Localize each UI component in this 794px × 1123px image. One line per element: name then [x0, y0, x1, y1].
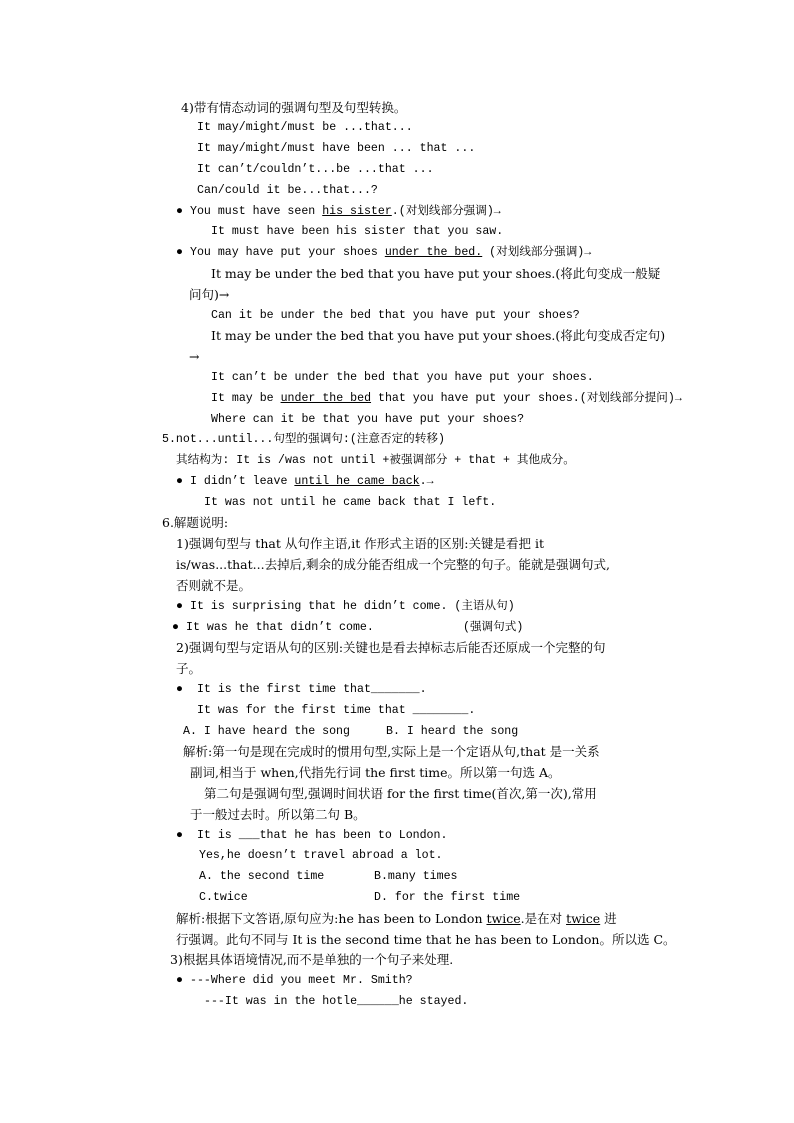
example-2-step-1-cont: 问句)→	[189, 287, 230, 302]
example-1: ● You must have seen his sister.(对划线部分强调)→	[176, 203, 501, 221]
bullet-icon: ●	[176, 683, 183, 696]
question-2-reply: Yes,he doesn’t travel abroad a lot.	[199, 849, 443, 862]
analysis-1-line-3: 第二句是强调句型,强调时间状语 for the first time(首次,第一次),常用	[204, 786, 597, 801]
analysis-2-line-2: 行强调。此句不同与 It is the second time that he has been to London。所以选 C。	[176, 932, 676, 947]
bullet-icon: ●	[176, 600, 183, 613]
bullet-icon: ●	[176, 246, 183, 259]
example-2-step-3-cont: →	[189, 349, 200, 364]
example-2-step-3: It may be under the bed that you have put your shoes.(将此句变成否定句)	[211, 328, 666, 343]
point-1-example-1: ● It is surprising that he didn’t come. (主语从句)	[176, 598, 515, 616]
point-1-example-2: ● It was he that didn’t come.	[172, 619, 374, 637]
section-6-title: 6.解题说明:	[162, 515, 229, 530]
bullet-icon: ●	[176, 205, 183, 218]
example-1-answer: It must have been his sister that you saw.	[211, 225, 504, 238]
section-5-answer: It was not until he came back that I left.	[204, 496, 497, 509]
bullet-icon: ●	[176, 974, 183, 987]
example-2: ● You may have put your shoes under the bed. (对划线部分强调)→	[176, 244, 591, 262]
question-1-option-a: A. I have heard the song	[183, 725, 350, 738]
example-2-step-4: It can’t be under the bed that you have put your shoes.	[211, 371, 594, 384]
example-2-step-2: Can it be under the bed that you have put your shoes?	[211, 309, 580, 322]
question-1-option-b: B. I heard the song	[386, 725, 519, 738]
section-5-structure: 其结构为: It is /was not until +被强调部分 + that + 其他成分。	[176, 454, 575, 467]
question-2: ● It is ___that he has been to London.	[176, 827, 447, 845]
bullet-icon: ●	[176, 475, 183, 488]
point-1-line-3: 否则就不是。	[176, 578, 252, 593]
question-3-reply: ---It was in the hotle______he stayed.	[204, 995, 469, 1008]
section-4-title: 4)带有情态动词的强调句型及句型转换。	[181, 100, 407, 115]
point-2-line-1: 2)强调句型与定语从句的区别:关键也是看去掉标志后能否还原成一个完整的句	[176, 640, 606, 655]
pattern-4: Can/could it be...that...?	[197, 184, 378, 197]
section-5-title: 5.not...until...句型的强调句:(注意否定的转移)	[162, 433, 445, 446]
example-2-step-6: Where can it be that you have put your shoes?	[211, 413, 525, 426]
example-2-step-5: It may be under the bed that you have put your shoes.(对划线部分提问)→	[211, 392, 682, 405]
section-5-example: ● I didn’t leave until he came back.→	[176, 473, 434, 491]
pattern-3: It can’t/couldn’t...be ...that ...	[197, 163, 434, 176]
pattern-2: It may/might/must have been ... that ...	[197, 142, 476, 155]
point-3: 3)根据具体语境情况,而不是单独的一个句子来处理.	[170, 952, 454, 967]
point-2-line-2: 子。	[176, 661, 202, 676]
question-2-option-a: A. the second time	[199, 870, 325, 883]
bullet-icon: ●	[172, 621, 179, 634]
analysis-1-line-2: 副词,相当于 when,代指先行词 the first time。所以第一句选 A。	[190, 765, 561, 780]
question-1: ● It is the first time that_______.	[176, 681, 427, 699]
pattern-1: It may/might/must be ...that...	[197, 121, 413, 134]
question-3: ● ---Where did you meet Mr. Smith?	[176, 972, 413, 990]
question-2-option-b: B.many times	[374, 870, 458, 883]
analysis-2-line-1: 解析:根据下文答语,原句应为:he has been to London twice.是在对 twice 进	[176, 911, 617, 926]
point-1-line-2: is/was...that...去掉后,剩余的成分能否组成一个完整的句子。能就是强调句式,	[176, 557, 611, 572]
example-2-step-1: It may be under the bed that you have put your shoes.(将此句变成一般疑	[211, 266, 661, 281]
analysis-1-line-4: 于一般过去时。所以第二句 B。	[190, 807, 366, 822]
analysis-1-line-1: 解析:第一句是现在完成时的惯用句型,实际上是一个定语从句,that 是一关系	[183, 744, 600, 759]
question-2-option-d: D. for the first time	[374, 891, 521, 904]
point-1-line-1: 1)强调句型与 that 从句作主语,it 作形式主语的区别:关键是看把 it	[176, 536, 545, 551]
point-1-example-2-note: (强调句式)	[463, 621, 524, 634]
question-1-part-2: It was for the first time that ________.	[197, 704, 476, 717]
bullet-icon: ●	[176, 829, 183, 842]
question-2-option-c: C.twice	[199, 891, 248, 904]
